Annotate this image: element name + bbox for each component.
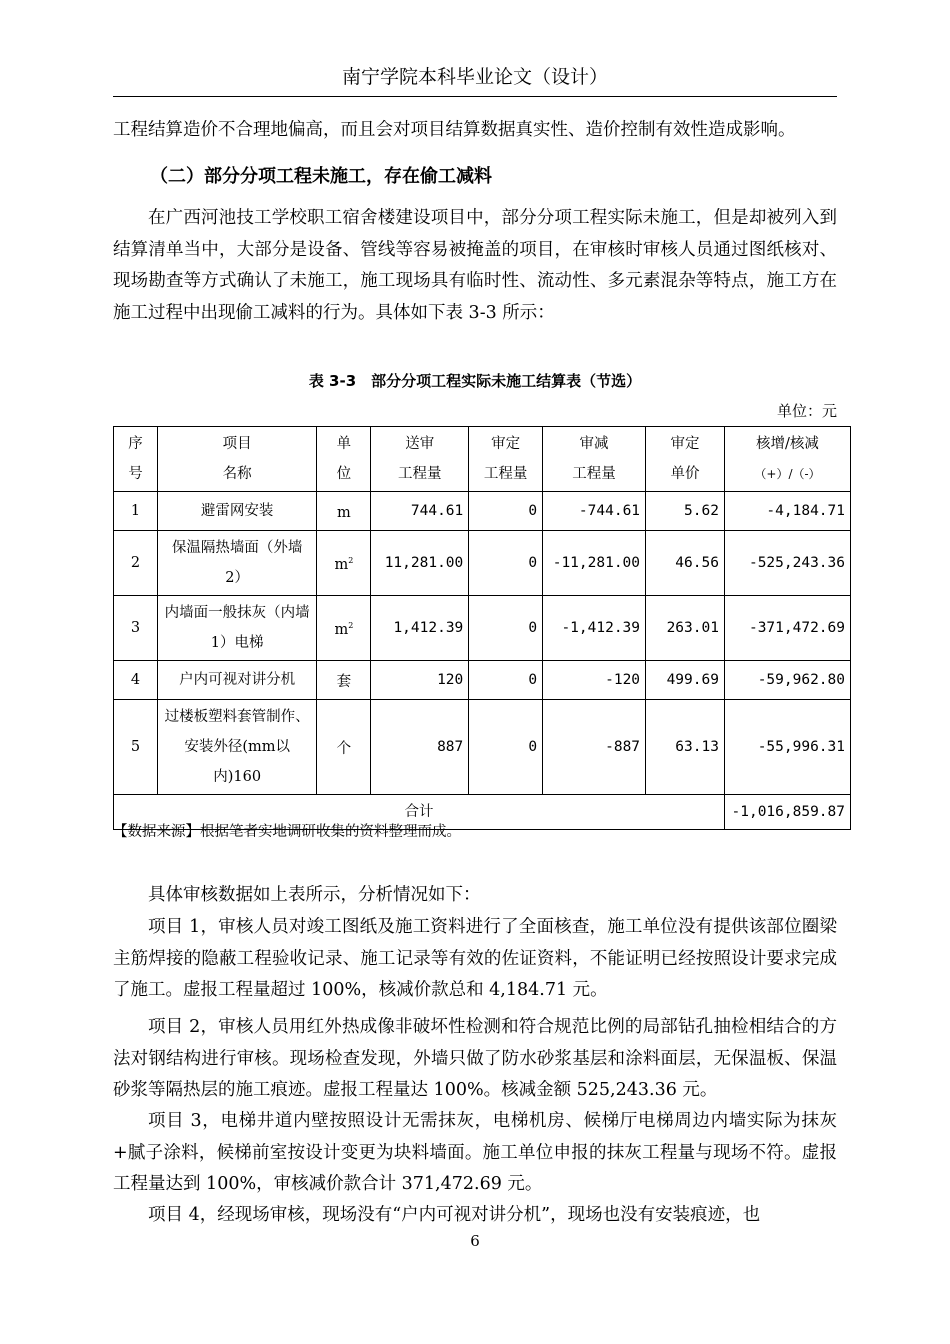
cell-diff: -4,184.71 bbox=[724, 492, 850, 531]
table-row bbox=[114, 595, 851, 660]
cell-approved: 0 bbox=[469, 660, 543, 699]
analysis-paragraph: 项目 1，审核人员对竣工图纸及施工资料进行了全面核查，施工单位没有提供该部位圈梁主筋焊接的隐蔽工程验收记录、施工记录等有效的佐证资料，不能证明已经按照设计要求完成了施工。虚报工程量超过 100%，核减价款总和 4,184.71 元。 bbox=[113, 917, 837, 1000]
cell-reduced: -1,412.39 bbox=[543, 595, 646, 660]
header-cell: 核增/核减 （+）/（-） bbox=[724, 427, 850, 492]
header-cell: 审减 工程量 bbox=[543, 427, 646, 492]
cell-unit: $m^2$ bbox=[317, 530, 371, 595]
cell-no: 4 bbox=[114, 660, 158, 699]
header-rule bbox=[113, 96, 837, 97]
settlement-table bbox=[113, 426, 851, 830]
cell-submitted: 887 bbox=[371, 699, 469, 794]
cell-approved: 0 bbox=[469, 699, 543, 794]
header-cell: 审定 单价 bbox=[646, 427, 725, 492]
cell-submitted: 11,281.00 bbox=[371, 530, 469, 595]
cell-approved: 0 bbox=[469, 595, 543, 660]
header-cell: 序 号 bbox=[114, 427, 158, 492]
cell-diff: -371,472.69 bbox=[724, 595, 850, 660]
section-paragraph: 在广西河池技工学校职工宿舍楼建设项目中，部分分项工程实际未施工，但是却被列入到结算清单当中，大部分是设备、管线等容易被掩盖的项目，在审核时审核人员通过图纸核对、现场勘查等方式确认了未施工，施工现场具有临时性、流动性、多元素混杂等特点，施工方在施工过程中出现偷工减料的行为。具体如下表 3-3 所示： bbox=[113, 208, 837, 323]
total-value: -1,016,859.87 bbox=[724, 794, 850, 829]
cell-reduced: -120 bbox=[543, 660, 646, 699]
cell-price: 5.62 bbox=[646, 492, 725, 531]
cell-name: 过楼板塑料套管制作、安装外径(mm以内)160 bbox=[157, 699, 317, 794]
cell-price: 263.01 bbox=[646, 595, 725, 660]
analysis-paragraph: 项目 2，审核人员用红外热成像非破坏性检测和符合规范比例的局部钻孔抽检相结合的方法对钢结构进行审核。现场检查发现，外墙只做了防水砂浆基层和涂料面层，无保温板、保温砂浆等隔热层的施工痕迹。虚报工程量达 100%。核减金额 525,243.36 元。 bbox=[113, 1017, 837, 1100]
cell-name: 内墙面一般抹灰（内墙 1）电梯 bbox=[157, 595, 317, 660]
table-row bbox=[114, 699, 851, 794]
table-unit: 单位：元 bbox=[776, 402, 837, 420]
header-cell: 单 位 bbox=[317, 427, 371, 492]
cell-diff: -59,962.80 bbox=[724, 660, 850, 699]
table-row bbox=[114, 530, 851, 595]
cell-price: 46.56 bbox=[646, 530, 725, 595]
page-number: 6 bbox=[470, 1232, 480, 1250]
cell-no: 5 bbox=[114, 699, 158, 794]
cell-approved: 0 bbox=[469, 530, 543, 595]
analysis-paragraph: 项目 3，电梯井道内壁按照设计无需抹灰，电梯机房、候梯厅电梯周边内墙实际为抹灰+腻子涂料，候梯前室按设计变更为块料墙面。施工单位申报的抹灰工程量与现场不符。虚报工程量达到 100%，审核减价款合计 371,472.69 元。 bbox=[113, 1111, 837, 1194]
unit-superscript: 2 bbox=[348, 620, 354, 630]
cell-submitted: 744.61 bbox=[371, 492, 469, 531]
cell-name: 避雷网安装 bbox=[157, 492, 317, 531]
header-cell: 项目 名称 bbox=[157, 427, 317, 492]
cell-name: 保温隔热墙面（外墙 2） bbox=[157, 530, 317, 595]
table-header-row bbox=[114, 427, 851, 492]
total-label: 合计 bbox=[114, 794, 725, 829]
header-cell: 送审 工程量 bbox=[371, 427, 469, 492]
cell-no: 2 bbox=[114, 530, 158, 595]
unit-superscript: 2 bbox=[348, 555, 354, 565]
section-heading: （二）部分分项工程未施工，存在偷工减料 bbox=[150, 166, 492, 187]
cell-name: 户内可视对讲分机 bbox=[157, 660, 317, 699]
cell-unit: $m^2$ bbox=[317, 595, 371, 660]
cell-no: 3 bbox=[114, 595, 158, 660]
table-row bbox=[114, 660, 851, 699]
header-cell: 审定 工程量 bbox=[469, 427, 543, 492]
analysis-paragraph: 项目 4，经现场审核，现场没有“户内可视对讲分机”，现场也没有安装痕迹，也 bbox=[148, 1205, 761, 1225]
table-row bbox=[114, 492, 851, 531]
source-note: 【数据来源】根据笔者实地调研收集的资料整理而成。 bbox=[113, 824, 461, 840]
intro-continuation: 工程结算造价不合理地偏高，而且会对项目结算数据真实性、造价控制有效性造成影响。 bbox=[113, 120, 796, 140]
cell-reduced: -11,281.00 bbox=[543, 530, 646, 595]
cell-no: 1 bbox=[114, 492, 158, 531]
page-header: 南宁学院本科毕业论文（设计） bbox=[341, 66, 608, 88]
table-title: 表 3-3 部分分项工程实际未施工结算表（节选） bbox=[308, 372, 642, 390]
cell-unit: 套 bbox=[317, 660, 371, 699]
cell-diff: -525,243.36 bbox=[724, 530, 850, 595]
cell-diff: -55,996.31 bbox=[724, 699, 850, 794]
cell-unit: m bbox=[317, 492, 371, 531]
cell-approved: 0 bbox=[469, 492, 543, 531]
table-body bbox=[114, 492, 851, 795]
analysis-intro: 具体审核数据如上表所示，分析情况如下： bbox=[148, 885, 481, 905]
cell-unit: 个 bbox=[317, 699, 371, 794]
cell-reduced: -744.61 bbox=[543, 492, 646, 531]
cell-submitted: 1,412.39 bbox=[371, 595, 469, 660]
cell-reduced: -887 bbox=[543, 699, 646, 794]
cell-price: 63.13 bbox=[646, 699, 725, 794]
cell-price: 499.69 bbox=[646, 660, 725, 699]
cell-submitted: 120 bbox=[371, 660, 469, 699]
